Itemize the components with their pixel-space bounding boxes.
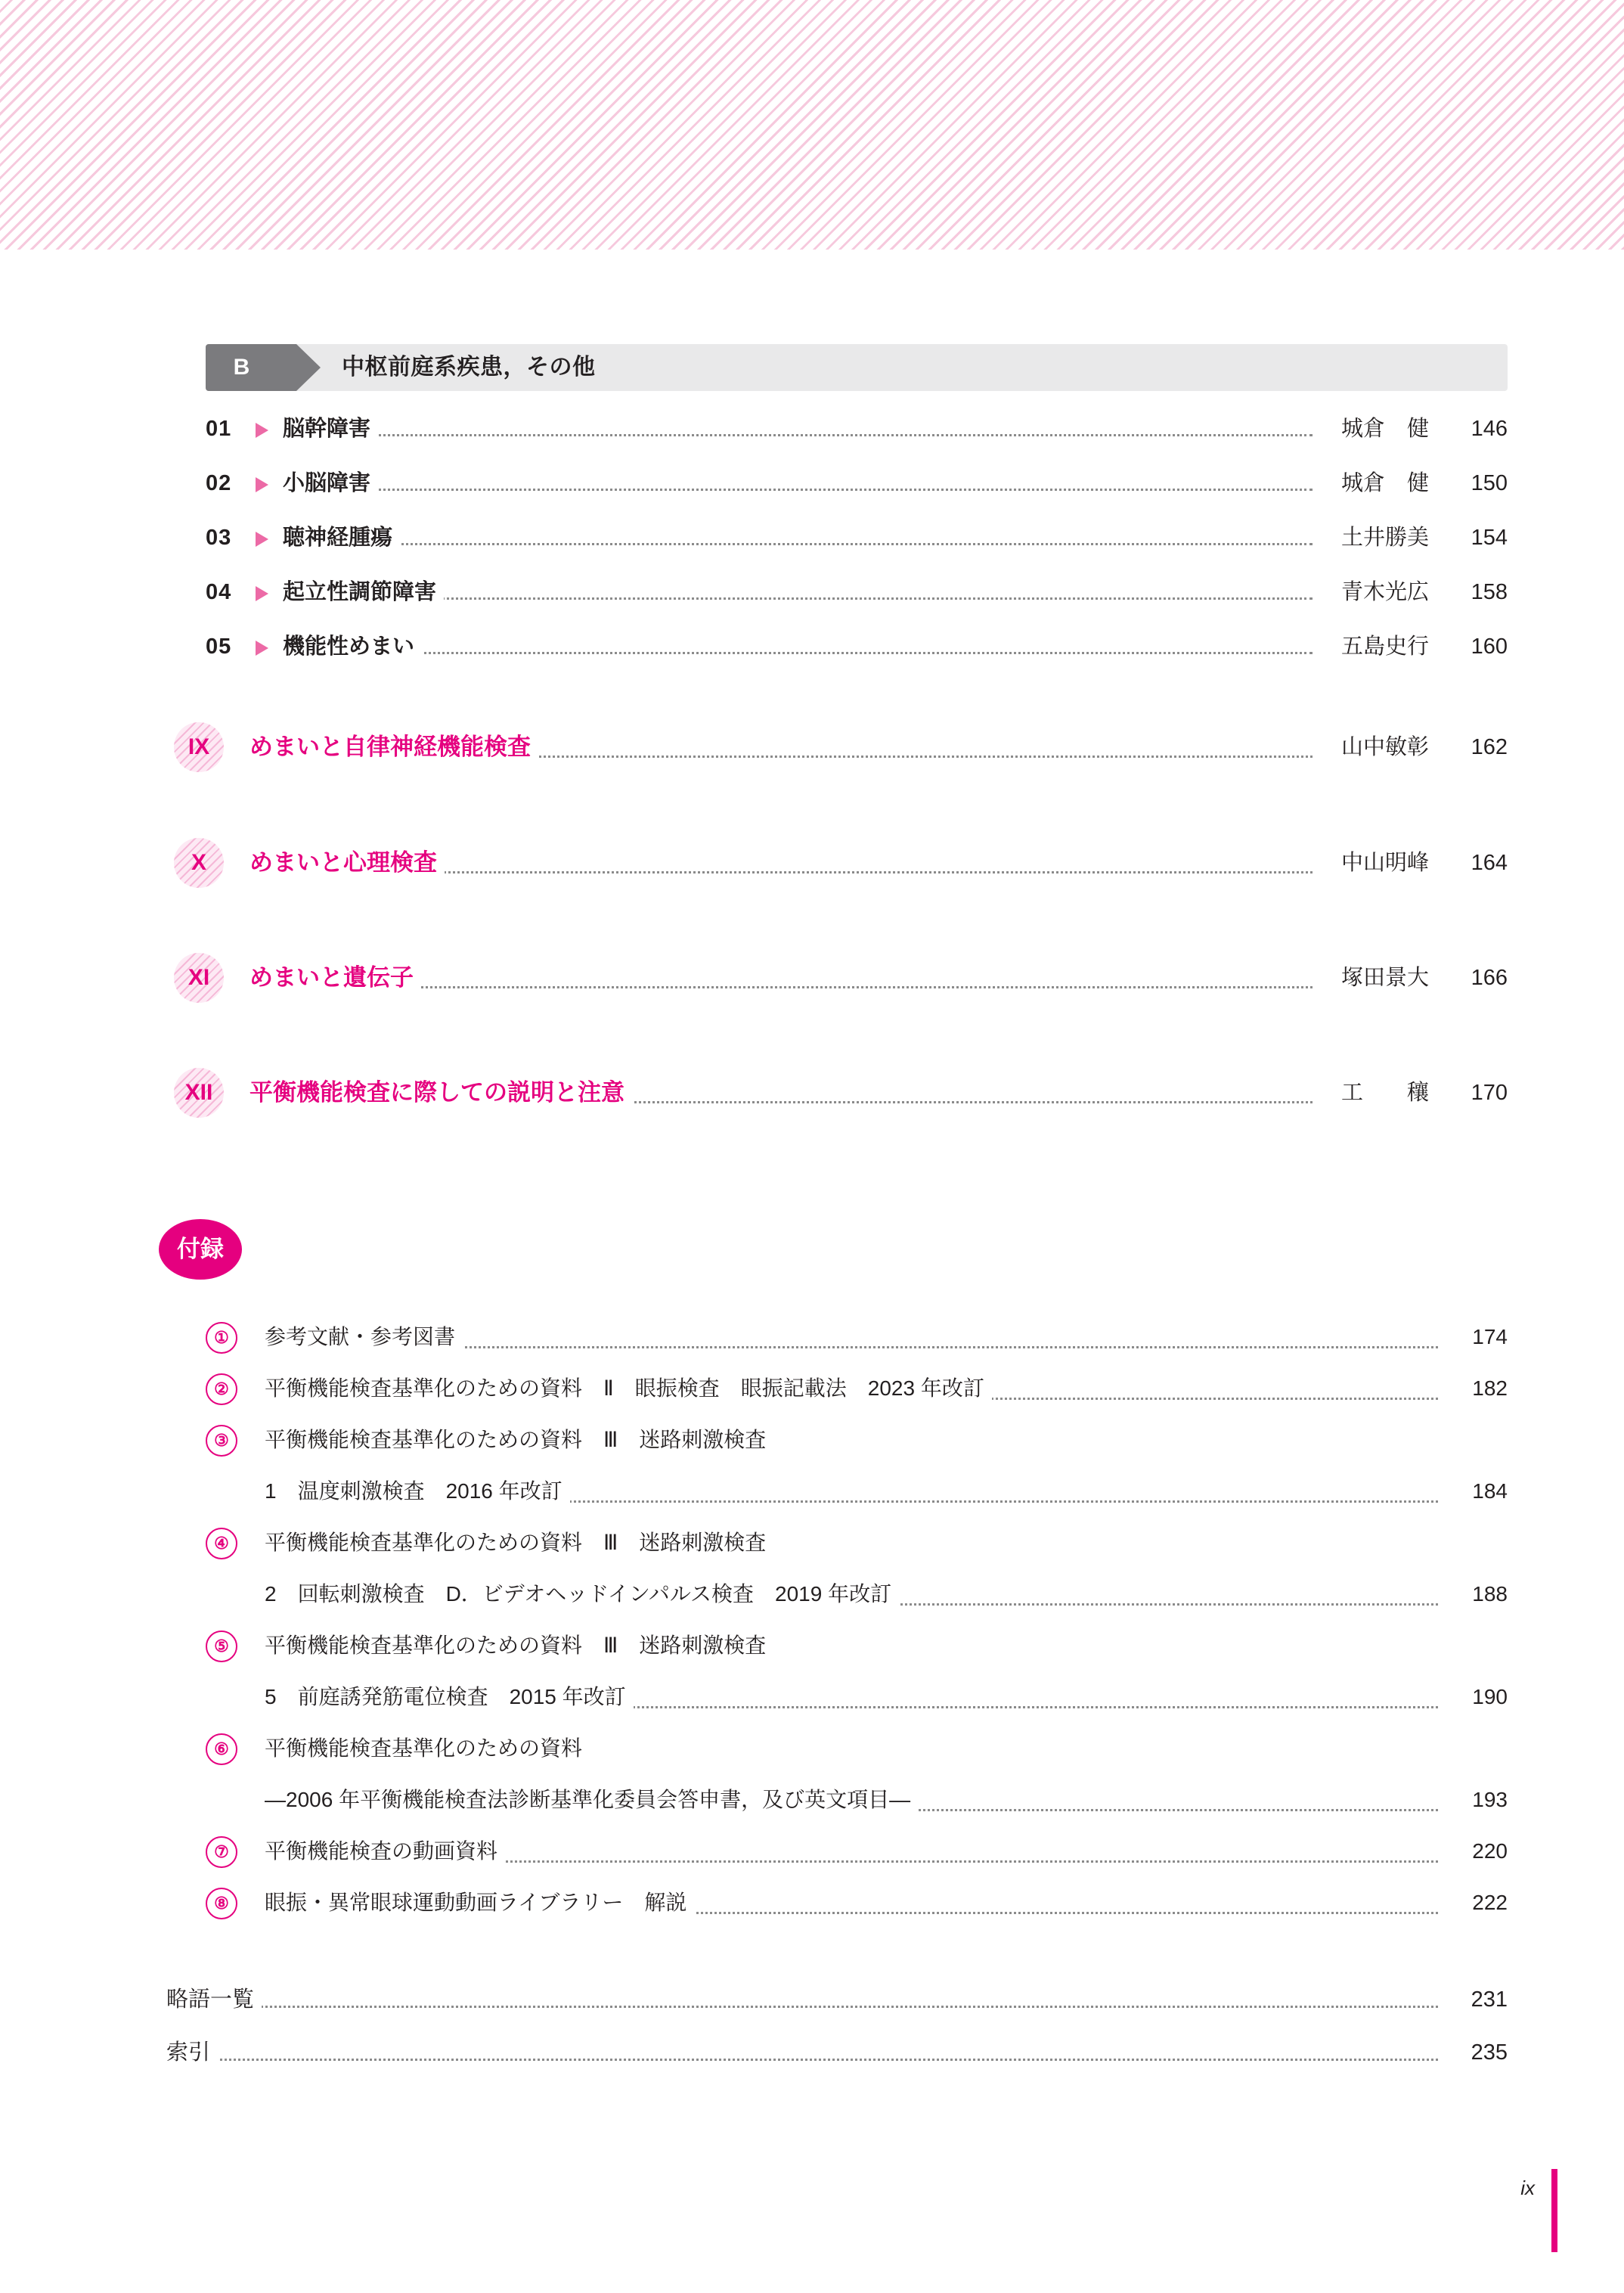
toc-tail-entry[interactable] [166,1981,1508,2018]
page-folio: ix [1520,2177,1535,2199]
appendix-page: 188 [1444,1579,1508,1609]
chapter-row[interactable] [174,953,1508,1010]
entry-number: 01 [206,417,232,441]
chapter-numeral-badge: IX [174,722,224,772]
chapter-title: 平衡機能検査に際しての説明と注意 [249,1068,632,1118]
entry-page: 160 [1471,635,1508,659]
folio-rule [1551,2169,1557,2252]
appendix-line1: 平衡機能検査基準化のための資料 Ⅲ 迷路刺激検査 [265,1425,773,1455]
appendix-line1: 眼振・異常眼球運動動画ライブラリー 解説 [265,1888,694,1918]
appendix-number-icon: ① [206,1322,237,1354]
entry-page: 146 [1471,417,1508,441]
appendix-page: 193 [1444,1785,1508,1815]
appendix-number-icon: ② [206,1373,237,1405]
triangle-bullet-icon [256,532,268,547]
appendix-item[interactable] [206,1631,1508,1708]
toc-entry[interactable] [206,572,1508,613]
chapter-numeral-badge: X [174,838,224,888]
appendix-line2: 2 回転刺激検査 D．ビデオヘッドインパルス検査 2019 年改訂 [265,1579,899,1609]
section-tag-arrow-icon [296,344,321,391]
triangle-bullet-icon [256,423,268,438]
chapter-author: 山中敏彰 [1332,722,1429,772]
chapter-page: 162 [1471,735,1508,759]
appendix-item[interactable] [206,1528,1508,1606]
appendix-badge: 付録 [159,1219,242,1280]
appendix-page: 220 [1444,1836,1508,1866]
toc-entry[interactable] [206,517,1508,558]
leader-dots [166,2059,1438,2061]
appendix-line2: 1 温度刺激検査 2016 年改訂 [265,1476,570,1506]
leader-dots [283,489,1313,491]
entry-label: 起立性調節障害 [283,572,444,613]
section-tag-box [206,344,296,391]
triangle-bullet-icon [256,477,268,492]
chapter-page: 170 [1471,1081,1508,1105]
entry-page: 158 [1471,580,1508,604]
entry-label: 脳幹障害 [283,408,378,449]
entry-label: 小脳障害 [283,463,378,504]
chapter-numeral-badge: XII [174,1068,224,1118]
appendix-number-icon: ⑥ [206,1733,237,1765]
appendix-item[interactable] [206,1836,1508,1869]
entry-label: 機能性めまい [283,626,422,667]
appendix-line2: 5 前庭誘発筋電位検査 2015 年改訂 [265,1682,634,1712]
chapter-page: 166 [1471,966,1508,990]
section-title: 中枢前庭系疾患，その他 [342,355,596,380]
chapter-title: めまいと遺伝子 [249,953,421,1003]
chapter-row[interactable] [174,1068,1508,1125]
appendix-line1: 参考文献・参考図書 [265,1322,463,1352]
leader-dots [283,543,1313,545]
appendix-line1: 平衡機能検査の動画資料 [265,1836,505,1866]
chapter-author: 塚田景大 [1332,953,1429,1003]
appendix-item[interactable] [206,1888,1508,1921]
entry-number: 04 [206,580,232,604]
chapter-author: 中山明峰 [1332,838,1429,888]
appendix-number-icon: ⑤ [206,1631,237,1662]
entry-page: 154 [1471,526,1508,550]
chapter-numeral-badge: XI [174,953,224,1003]
appendix-item[interactable] [206,1322,1508,1355]
appendix-page: 184 [1444,1476,1508,1506]
toc-tail-entry[interactable] [166,2034,1508,2071]
appendix-item[interactable] [206,1373,1508,1407]
tail-label: 索引 [166,2034,218,2071]
appendix-number-icon: ③ [206,1425,237,1457]
appendix-page: 174 [1444,1322,1508,1352]
leader-dots [283,434,1313,436]
appendix-number-icon: ⑦ [206,1836,237,1868]
toc-entry[interactable] [206,408,1508,449]
chapter-title: めまいと心理検査 [249,838,445,888]
leader-dots [166,2006,1438,2008]
appendix-page: 222 [1444,1888,1508,1918]
chapter-row[interactable] [174,838,1508,895]
chapter-row[interactable] [174,722,1508,780]
appendix-page: 182 [1444,1373,1508,1404]
appendix-line1: 平衡機能検査基準化のための資料 Ⅲ 迷路刺激検査 [265,1528,773,1558]
toc-entry[interactable] [206,626,1508,667]
appendix-number-icon: ⑧ [206,1888,237,1919]
entry-number: 05 [206,635,232,659]
appendix-line2: —2006 年平衡機能検査法診断基準化委員会答申書，及び英文項目— [265,1785,918,1815]
appendix-line1: 平衡機能検査基準化のための資料 Ⅱ 眼振検査 眼振記載法 2023 年改訂 [265,1373,992,1404]
section-header-bar [206,344,1508,391]
toc-entry[interactable] [206,463,1508,504]
triangle-bullet-icon [256,641,268,656]
appendix-line1: 平衡機能検査基準化のための資料 Ⅲ 迷路刺激検査 [265,1631,773,1661]
entry-author: 青木光広 [1332,572,1429,613]
section-tag-letter: B [233,355,250,380]
entry-author: 城倉 健 [1332,408,1429,449]
entry-author: 土井勝美 [1332,517,1429,558]
leader-dots [283,652,1313,654]
entry-author: 五島史行 [1332,626,1429,667]
appendix-page: 190 [1444,1682,1508,1712]
entry-label: 聴神経腫瘍 [283,517,400,558]
appendix-item[interactable] [206,1425,1508,1503]
appendix-number-icon: ④ [206,1528,237,1559]
tail-page: 231 [1444,1981,1508,2018]
appendix-line1: 平衡機能検査基準化のための資料 [265,1733,590,1764]
appendix-item[interactable] [206,1733,1508,1811]
chapter-author: 工 穰 [1332,1068,1429,1118]
tail-page: 235 [1444,2034,1508,2071]
entry-page: 150 [1471,471,1508,495]
chapter-page: 164 [1471,851,1508,875]
entry-number: 02 [206,471,232,495]
tail-label: 略語一覧 [166,1981,262,2018]
triangle-bullet-icon [256,586,268,601]
entry-author: 城倉 健 [1332,463,1429,504]
chapter-title: めまいと自律神経機能検査 [249,722,538,772]
entry-number: 03 [206,526,232,550]
